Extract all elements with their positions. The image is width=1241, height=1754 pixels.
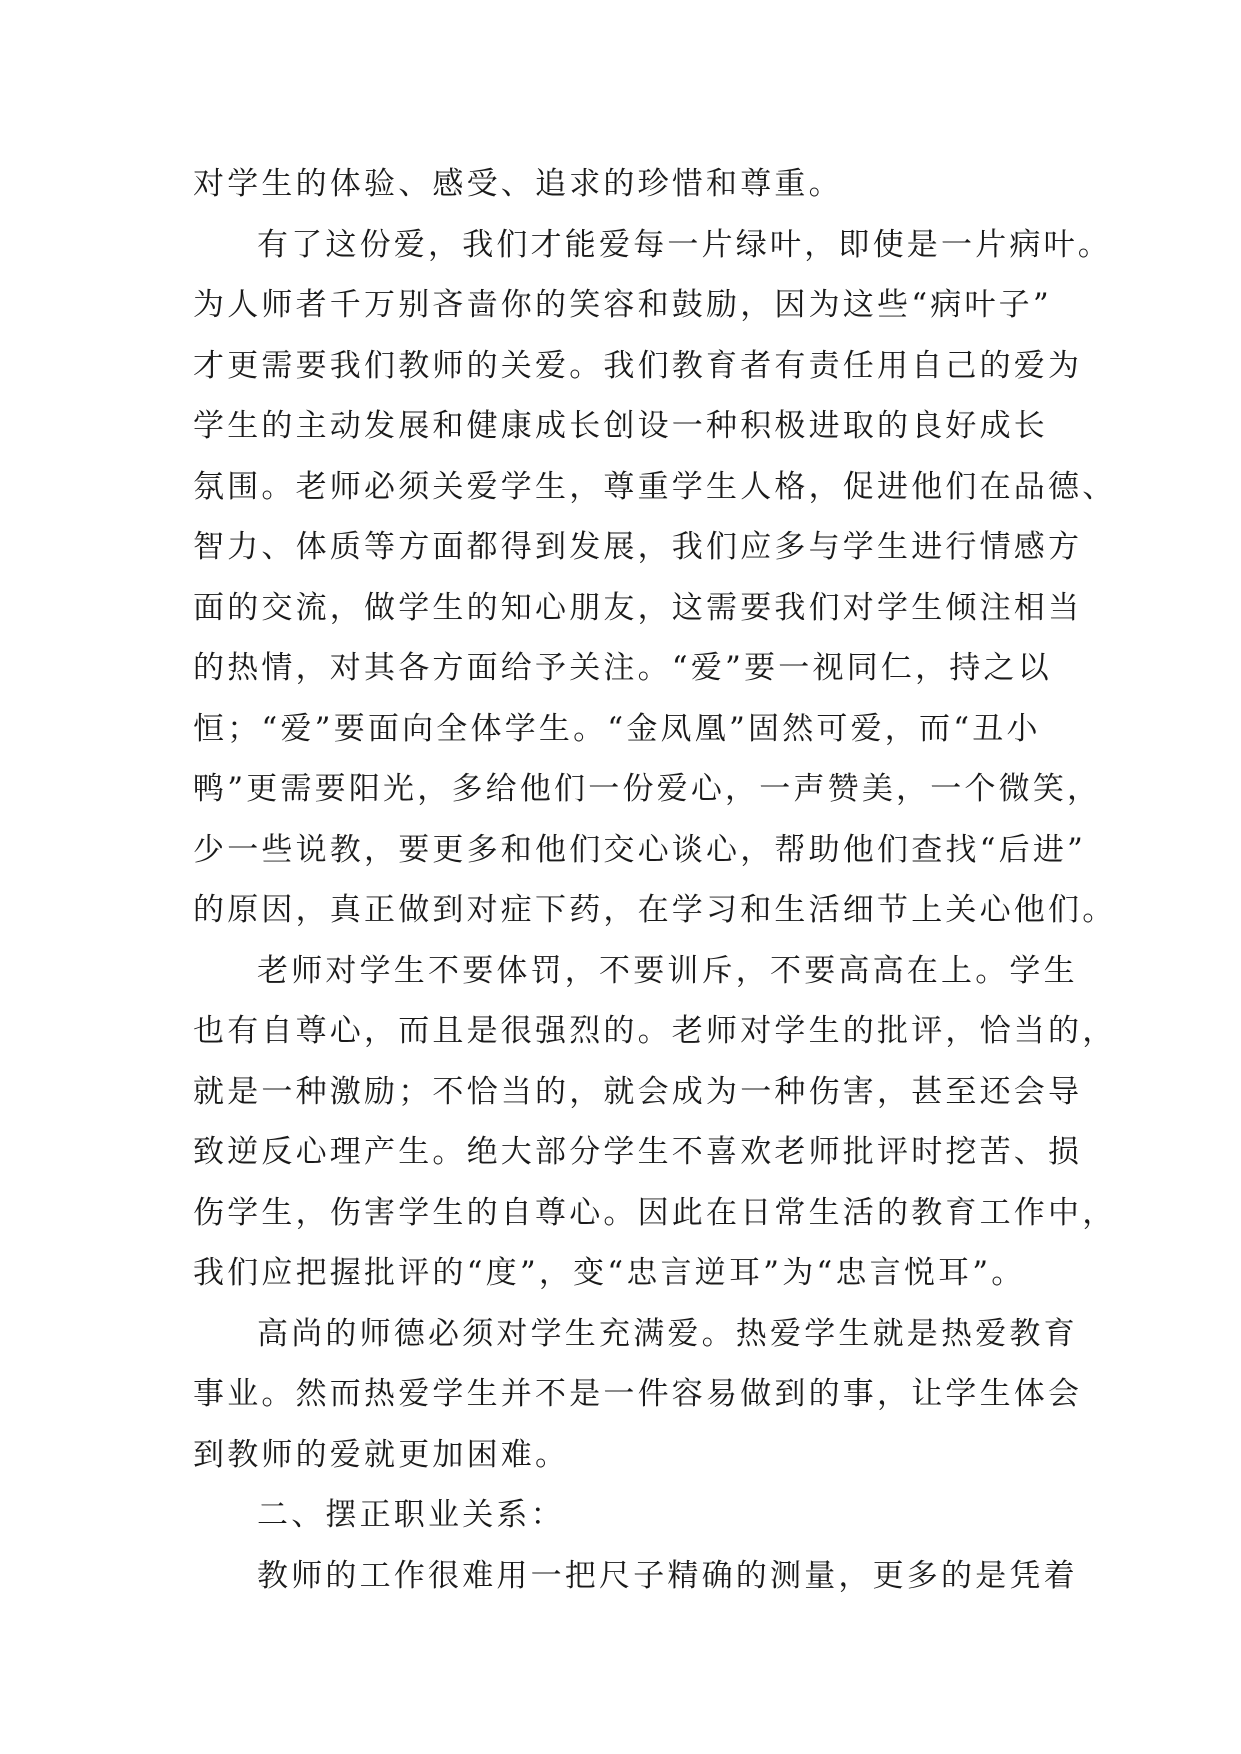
- text-line: 面的交流，做学生的知心朋友，这需要我们对学生倾注相当: [193, 589, 1083, 626]
- text-line: 有了这份爱，我们才能爱每一片绿叶，即使是一片病叶。: [257, 226, 1112, 263]
- text-line: 伤学生，伤害学生的自尊心。因此在日常生活的教育工作中，: [193, 1194, 1117, 1231]
- text-line: 我们应把握批评的“度”，变“忠言逆耳”为“忠言悦耳”。: [193, 1255, 1026, 1291]
- section-heading: 二、摆正职业关系：: [257, 1497, 565, 1533]
- text-line: 少一些说教，要更多和他们交心谈心，帮助他们查找“后进”: [193, 831, 1087, 868]
- text-line: 教师的工作很难用一把尺子精确的测量，更多的是凭着: [257, 1557, 1078, 1594]
- text-line: 的热情，对其各方面给予关注。“爱”要一视同仁，持之以: [193, 650, 1052, 686]
- text-line: 为人师者千万别吝啬你的笑容和鼓励，因为这些“病叶子”: [193, 287, 1052, 323]
- text-line: 恒；“爱”要面向全体学生。“金凤凰”固然可爱，而“丑小: [193, 710, 1041, 747]
- text-line: 才更需要我们教师的关爱。我们教育者有责任用自己的爱为: [193, 347, 1083, 384]
- text-line: 事业。然而热爱学生并不是一件容易做到的事，让学生体会: [193, 1376, 1083, 1412]
- body-text: [193, 154, 1117, 1606]
- text-line: 的原因，真正做到对症下药，在学习和生活细节上关心他们。: [193, 892, 1117, 928]
- text-line: 也有自尊心，而且是很强烈的。老师对学生的批评，恰当的，: [193, 1013, 1117, 1049]
- text-line: 智力、体质等方面都得到发展，我们应多与学生进行情感方: [193, 529, 1083, 565]
- text-line: 到教师的爱就更加困难。: [193, 1436, 570, 1473]
- text-line: 对学生的体验、感受、追求的珍惜和尊重。: [193, 166, 843, 202]
- text-line: 老师对学生不要体罚，不要训斥，不要高高在上。学生: [257, 952, 1078, 989]
- text-line: 高尚的师德必须对学生充满爱。热爱学生就是热爱教育: [257, 1315, 1078, 1352]
- text-line: 学生的主动发展和健康成长创设一种积极进取的良好成长: [193, 408, 1048, 444]
- text-line: 氛围。老师必须关爱学生，尊重学生人格，促进他们在品德、: [193, 468, 1117, 505]
- text-line: 就是一种激励；不恰当的，就会成为一种伤害，甚至还会导: [193, 1073, 1083, 1110]
- text-line: 鸭”更需要阳光，多给他们一份爱心，一声赞美，一个微笑，: [193, 771, 1102, 807]
- text-line: 致逆反心理产生。绝大部分学生不喜欢老师批评时挖苦、损: [193, 1134, 1083, 1170]
